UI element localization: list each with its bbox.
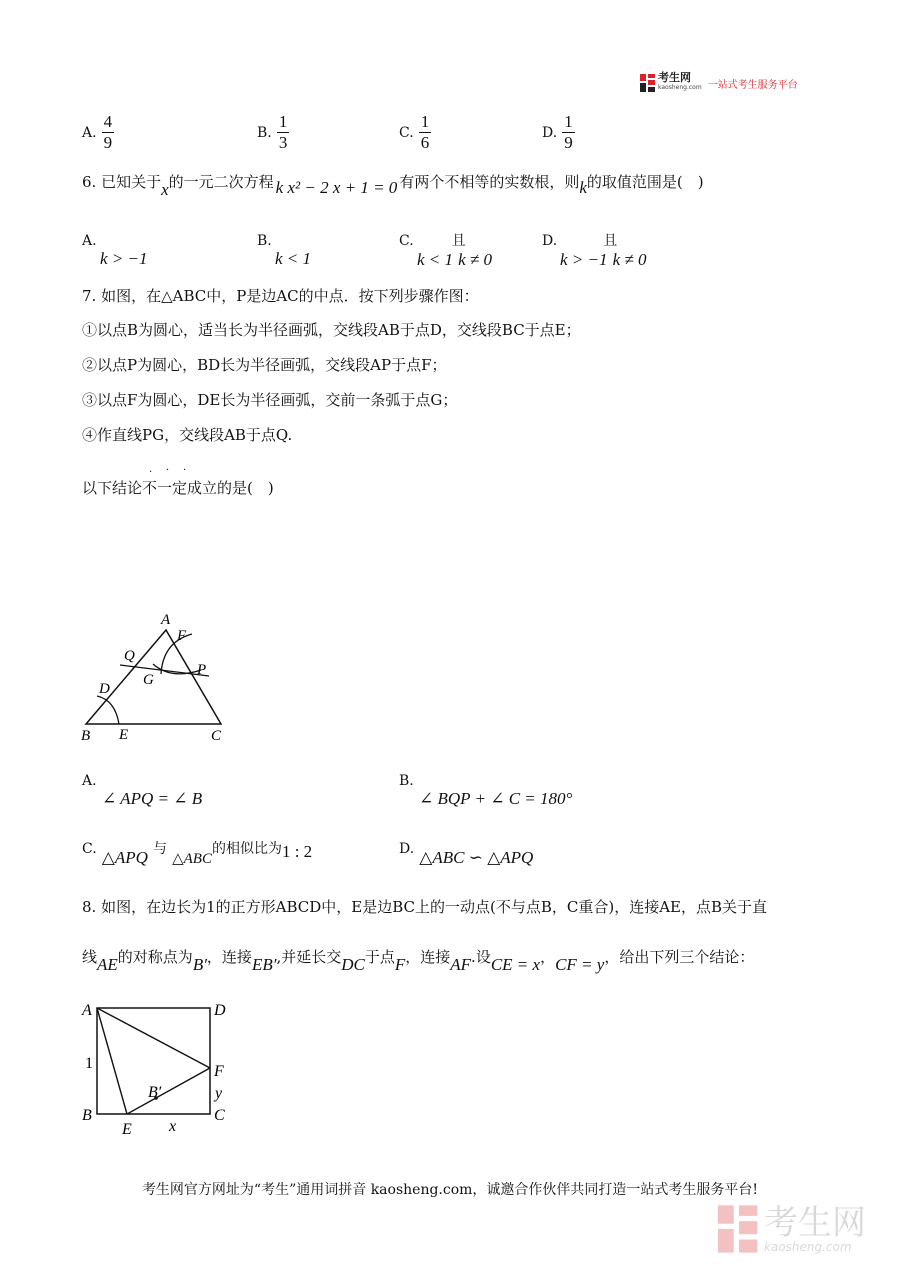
q8-stem-line2: 线AE的对称点为B′，连接EB′,并延长交DC于点F，连接AF.设CE = x，CF = y，给出下列三个结论： (82, 948, 755, 974)
q7-step-3: ③以点F为圆心，DE长为半径画弧，交前一条弧于点G； (82, 391, 458, 409)
label-f: F (214, 1063, 224, 1080)
watermark-name: 考生网 (764, 1203, 866, 1243)
q7-option-a[interactable]: A. ∠ APQ = ∠ B (82, 773, 203, 808)
q6-stem: 6. 已知关于x的一元二次方程 k x² − 2 x + 1 = 0 有两个不相等的实数根，则k的取值范围是( ) (82, 173, 704, 199)
q7-step-4: ④作直线PG，交线段AB于点Q. (82, 426, 293, 444)
segment-af (97, 1008, 210, 1068)
arc-de (97, 696, 119, 724)
segment-ae (97, 1008, 127, 1114)
label-q: Q (124, 648, 135, 664)
label-d: D (214, 1002, 226, 1019)
footer-watermark (718, 1205, 866, 1253)
q5-option-b[interactable]: B. $\frac{1}{3}$ (257, 112, 288, 152)
fraction: $\frac{4}{9}$ (103, 112, 113, 152)
logo-slogan: 一站式考生服务平台 (707, 79, 798, 91)
label-b: B (82, 1107, 92, 1124)
fraction: $\frac{1}{9}$ (564, 112, 573, 152)
emphasis-dot: · (149, 467, 153, 478)
logo-domain: kaosheng.com (658, 84, 702, 91)
q6-option-c[interactable]: C. 且 k < 1 k ≠ 0 (399, 233, 493, 269)
label-g: G (143, 672, 154, 688)
emphasis-dot: · (183, 465, 187, 476)
label-p: P (197, 662, 207, 678)
label-c: C (211, 728, 222, 744)
q7-option-b[interactable]: B. ∠ BQP + ∠ C = 180° (399, 773, 573, 808)
q8-square-figure (78, 994, 238, 1139)
kaosheng-watermark-icon (718, 1205, 760, 1253)
q7-triangle-figure (75, 608, 235, 748)
label-one: 1 (85, 1055, 93, 1072)
label-e: E (119, 727, 129, 743)
label-x: x (169, 1118, 177, 1135)
q5-option-a[interactable]: A. $\frac{4}{9}$ (82, 112, 113, 152)
label-e: E (122, 1121, 132, 1138)
label-a: A (82, 1002, 92, 1019)
q7-option-c[interactable]: C. △APQ 与 △ABC的相似比为1 : 2 (82, 841, 313, 867)
label-b: B (81, 728, 91, 744)
fraction: $\frac{1}{3}$ (278, 112, 288, 152)
label-f: F (177, 628, 187, 644)
q7-option-d[interactable]: D. △ABC ∽ △APQ (399, 841, 534, 867)
segment-ef (127, 1068, 210, 1114)
kaosheng-logo-icon (640, 74, 656, 92)
fraction: $\frac{1}{6}$ (420, 112, 430, 152)
q7-step-2: ②以点P为圆心，BD长为半径画弧，交线段AP于点F； (82, 356, 447, 374)
footer-text: 考生网官方网址为“考生”通用词拼音 kaosheng.com，诚邀合作伙伴共同打造一站式考生服务平台! (141, 1182, 759, 1198)
label-d: D (99, 681, 110, 697)
q7-step-1: ①以点B为圆心，适当长为半径画弧，交线段AB于点D，交线段BC于点E； (82, 321, 581, 339)
q5-option-c[interactable]: C. $\frac{1}{6}$ (399, 112, 430, 152)
q6-option-d[interactable]: D. 且 k > −1 k ≠ 0 (542, 233, 647, 269)
q6-option-a[interactable]: A. k > −1 (82, 233, 148, 268)
label-b-prime: B′ (148, 1084, 162, 1101)
q7-conclusion-prompt: 以下结论不一定成立的是( ) (82, 479, 274, 497)
q7-stem: 7. 如图，在△ABC中，P是边AC的中点．按下列步骤作图： (82, 287, 479, 305)
label-a: A (161, 612, 171, 628)
label-c: C (214, 1107, 225, 1124)
q6-option-b[interactable]: B. k < 1 (257, 233, 312, 268)
q8-stem-line1: 8. 如图，在边长为1的正方形ABCD中，E是边BC上的一动点(不与点B，C重合)，连接AE，点B关于直 (82, 898, 768, 916)
header-logo[interactable] (640, 72, 798, 94)
label-y: y (215, 1085, 223, 1102)
watermark-domain: kaosheng.com (764, 1240, 852, 1254)
emphasis-dot: · (166, 465, 170, 476)
q5-option-d[interactable]: D. $\frac{1}{9}$ (542, 112, 573, 152)
logo-name: 考生网 (658, 71, 691, 84)
